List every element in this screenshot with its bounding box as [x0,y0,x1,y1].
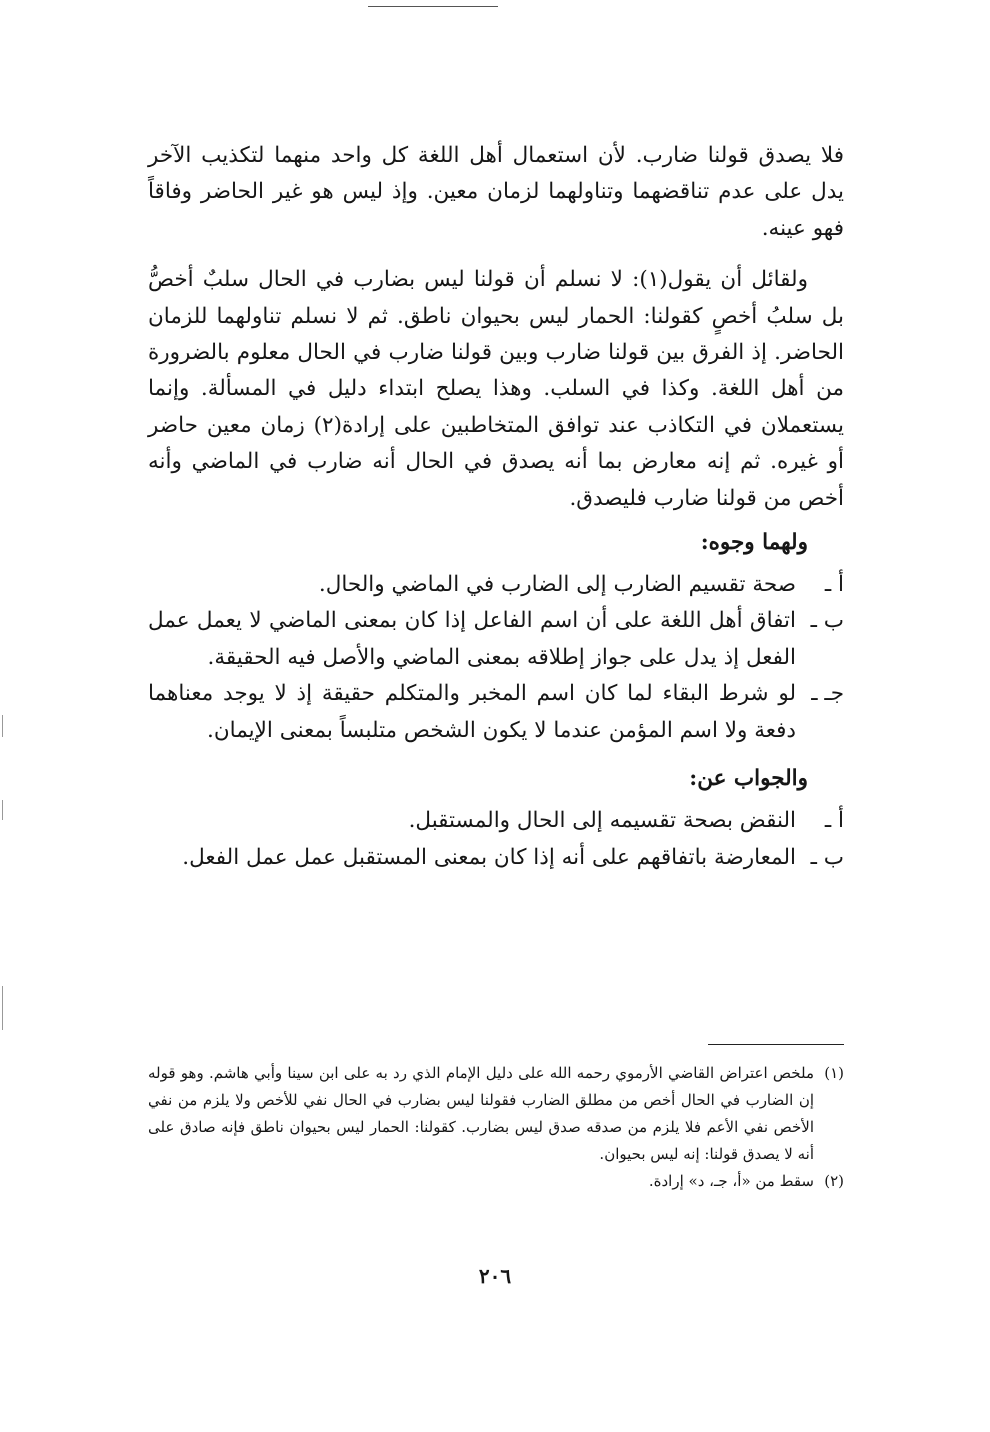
list-wujuh [148,567,844,749]
list-item [148,803,844,839]
list-item [148,567,844,603]
list-item-text: صحة تقسيم الضارب إلى الضارب في الماضي والحال. [318,572,796,598]
list-item [148,840,844,876]
list-marker: جـ ـ [811,681,844,707]
top-decorative-rule [368,6,498,7]
list-marker: أ ـ [824,808,844,834]
footnotes [148,1060,844,1195]
footnote-2 [148,1168,844,1195]
footnote-text: سقط من «أ، جـ، د» إرادة. [648,1172,814,1190]
list-marker: ب ـ [810,844,844,870]
footnote-number: (١) [824,1064,844,1082]
footnote-number: (٢) [824,1172,844,1190]
footnote-separator [708,1044,844,1045]
list-marker: ب ـ [810,608,844,634]
heading-wujuh: ولهما وجوه: [700,530,808,556]
list-item [148,603,844,676]
list-item-text: النقض بصحة تقسيمه إلى الحال والمستقبل. [408,808,796,834]
page-number: ٢٠٦ [478,1264,512,1288]
list-item-text: المعارضة باتفاقهم على أنه إذا كان بمعنى المستقبل عمل عمل الفعل. [182,844,796,870]
list-jawab [148,803,844,876]
heading-jawab: والجواب عن: [689,766,808,792]
list-item [148,676,844,749]
page-body [148,138,844,876]
scan-margin-mark [2,800,3,820]
footnote-1 [148,1060,844,1168]
scan-margin-mark [2,986,3,1030]
scan-margin-mark [2,715,3,737]
paragraph-1: فلا يصدق قولنا ضارب. لأن استعمال أهل اللغة كل واحد منهما لتكذيب الآخر يدل على عدم تناقضهما وتناولهما لزمان معين. وإذ ليس هو غير الحاضر وفاقاً فهو عينه. [148,143,844,241]
list-item-text: لو شرط البقاء لما كان اسم المخبر والمتكلم حقيقة إذ لا يوجد معناهما دفعة ولا اسم المؤمن عندما لا يكون الشخص متلبساً بمعنى الإيمان. [148,681,796,743]
list-item-text: اتفاق أهل اللغة على أن اسم الفاعل إذا كان بمعنى الماضي لا يعمل عمل الفعل إذ يدل على جواز إطلاقه بمعنى الماضي والأصل فيه الحقيقة. [148,608,796,670]
footnote-text: ملخص اعتراض القاضي الأرموي رحمه الله على دليل الإمام الذي رد به على ابن سينا وأبي هاشم. وهو قوله إن الضارب في الحال أخص من مطلق الضارب فقولنا ليس بضارب في الحال نفي للأخص ولا يلزم من نفي الأخص نفي الأعم فلا يلزم من صدقه صدق ليس بضارب. كقولنا: الحمار ليس بحيوان ناطق فإنه صادق على أنه لا يصدق قولنا: إنه ليس بحيوان. [148,1064,814,1163]
list-marker: أ ـ [824,572,844,598]
paragraph-2: ولقائل أن يقول(١): لا نسلم أن قولنا ليس بضارب في الحال سلبٌ أخصُّ بل سلبُ أخصٍ كقولنا: الحمار ليس بحيوان ناطق. ثم لا نسلم تناولهما للزمان الحاضر. إذ الفرق بين قولنا ضارب وبين قولنا ضارب في الحال معلوم بالضرورة من أهل اللغة. وكذا في السلب. وهذا يصلح ابتداء دليل في المسألة. وإنما يستعملان في التكاذب عند توافق المتخاطبين على إرادة(٢) زمان معين حاضر أو غيره. ثم إنه معارض بما أنه يصدق في الحال أنه ضارب في الماضي وأنه أخص من قولنا ضارب فليصدق. [148,267,844,511]
